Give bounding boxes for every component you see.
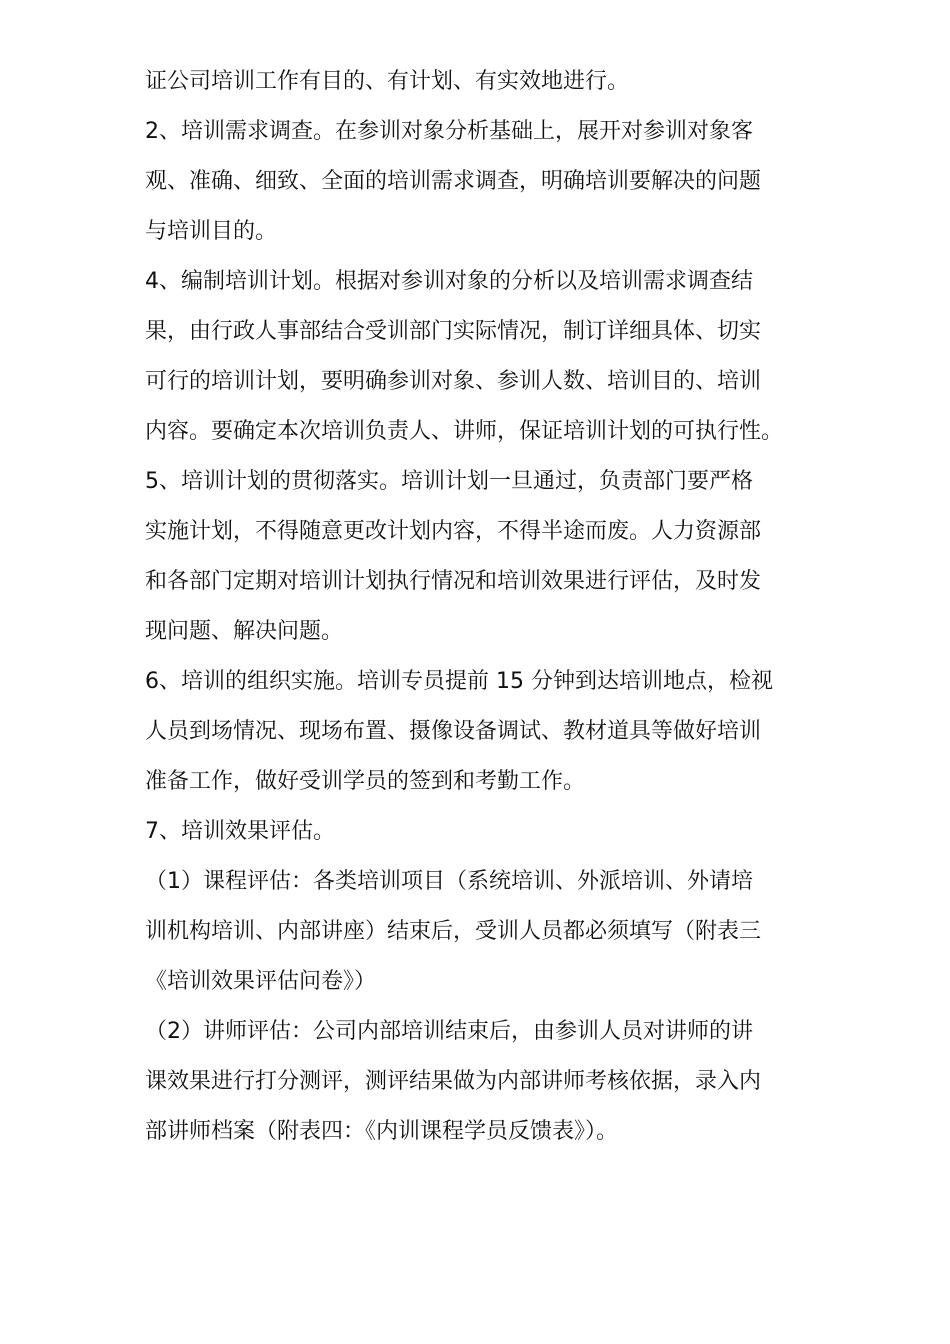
text-line: 训机构培训、内部讲座）结束后，受训人员都必须填写（附表三 bbox=[145, 919, 762, 944]
text-line: 4、编制培训计划。根据对参训对象的分析以及培训需求调查结 bbox=[145, 269, 753, 294]
text-line: （2）讲师评估：公司内部培训结束后，由参训人员对讲师的讲 bbox=[145, 1019, 753, 1044]
document-body bbox=[145, 57, 813, 1157]
text-line: 实施计划，不得随意更改计划内容，不得半途而废。人力资源部 bbox=[145, 519, 762, 544]
text-line: 内容。要确定本次培训负责人、讲师，保证培训计划的可执行性。 bbox=[145, 419, 784, 444]
text-line: 7、培训效果评估。 bbox=[145, 819, 335, 844]
text-line: 观、准确、细致、全面的培训需求调查，明确培训要解决的问题 bbox=[145, 169, 762, 194]
text-line: 准备工作，做好受训学员的签到和考勤工作。 bbox=[145, 769, 586, 794]
text-line: 可行的培训计划，要明确参训对象、参训人数、培训目的、培训 bbox=[145, 369, 762, 394]
text-line: 6、培训的组织实施。培训专员提前 15 分钟到达培训地点，检视 bbox=[145, 669, 773, 694]
text-line: 课效果进行打分测评，测评结果做为内部讲师考核依据，录入内 bbox=[145, 1069, 762, 1094]
text-line: 人员到场情况、现场布置、摄像设备调试、教材道具等做好培训 bbox=[145, 719, 762, 744]
text-line: 部讲师档案（附表四：《内训课程学员反馈表》）。 bbox=[145, 1119, 619, 1144]
text-line: 《培训效果评估问卷》） bbox=[145, 969, 377, 994]
text-line: 证公司培训工作有目的、有计划、有实效地进行。 bbox=[145, 69, 630, 94]
text-line: 果，由行政人事部结合受训部门实际情况，制订详细具体、切实 bbox=[145, 319, 762, 344]
text-line: （1）课程评估：各类培训项目（系统培训、外派培训、外请培 bbox=[145, 869, 753, 894]
text-line: 2、培训需求调查。在参训对象分析基础上，展开对参训对象客 bbox=[145, 119, 753, 144]
text-line: 5、培训计划的贯彻落实。培训计划一旦通过，负责部门要严格 bbox=[145, 469, 753, 494]
text-line: 与培训目的。 bbox=[145, 219, 278, 244]
text-line: 和各部门定期对培训计划执行情况和培训效果进行评估，及时发 bbox=[145, 569, 762, 594]
text-line: 现问题、解决问题。 bbox=[145, 619, 344, 644]
